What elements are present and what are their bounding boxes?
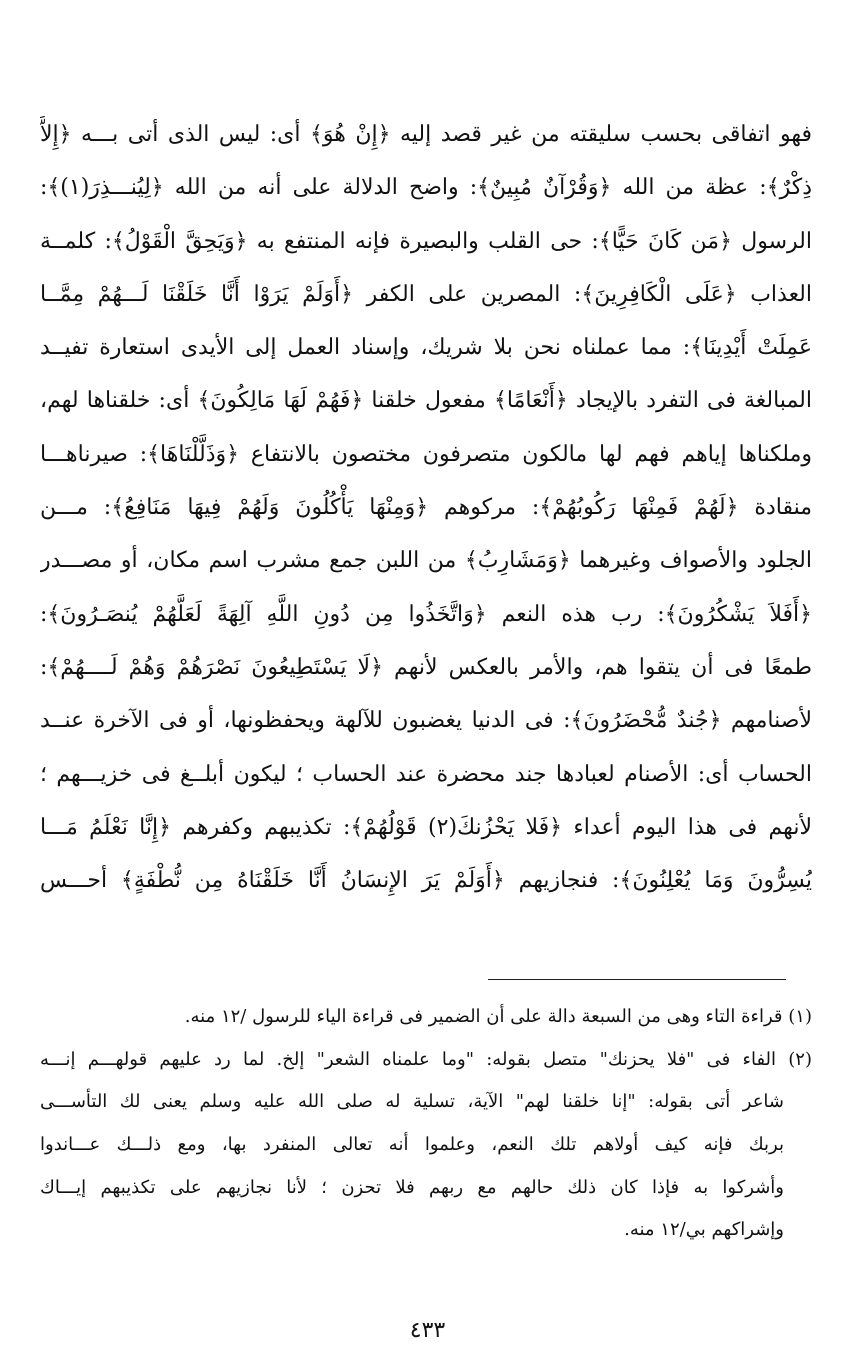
footnote-line: وأشركوا به فإذا كان ذلك حالهم مع ربهم فلا تحزن ؛ لأنا نجازيهم على تكذيبهم إيـــاك xyxy=(40,1176,784,1198)
body-line: فهو اتفاقى بحسب سليقته من غير قصد إليه ﴿إِنْ هُوَ﴾ أى: ليس الذى أتى بـــه ﴿إِلاَّ xyxy=(40,122,812,147)
footnotes xyxy=(40,996,812,1252)
body-line: الجلود والأصواف وغيرهما ﴿وَمَشَارِبُ﴾ من اللبن جمع مشرب اسم مكان، أو مصـــدر xyxy=(40,548,812,574)
body-line: الحساب أى: الأصنام لعبادها جند محضرة عند الحساب ؛ ليكون أبلــغ فى خزيـــهم ؛ xyxy=(40,761,812,787)
body-line: ذِكْرٌ﴾: عظة من الله ﴿وَقُرْآنٌ مُبِينٌ﴾: واضح الدلالة على أنه من الله ﴿لِيُنـــذِرَ(١)﴾: xyxy=(40,175,812,201)
footnote-line: شاعر أتى بقوله: "إنا خلقنا لهم" الآية، تسلية له صلى الله عليه وسلم يعنى لك التأســـى xyxy=(40,1091,784,1113)
body-line: العذاب ﴿عَلَى الْكَافِرِينَ﴾: المصرين على الكفر ﴿أَوَلَمْ يَرَوْا أَنَّا خَلَقْنَا لَـــهُمْ مِمَّــا xyxy=(40,281,812,307)
body-line: وملكناها إياهم فهم لها مالكون متصرفون مختصون بالانتفاع ﴿وَذَلَّلْنَاهَا﴾: صيرناهـــا xyxy=(40,441,812,467)
footnote-line: بربك فإنه كيف أولاهم تلك النعم، وعلموا أنه تعالى المنفرد بها، ومع ذلـــك عـــاندوا xyxy=(40,1134,784,1156)
footnote-separator xyxy=(488,979,786,980)
body-line: الرسول ﴿مَن كَانَ حَيًّا﴾: حى القلب والبصيرة فإنه المنتفع به ﴿وَيَحِقَّ الْقَوْلُ﴾: كلمــة xyxy=(40,228,812,254)
footnote-line: (٢) الفاء فى "فلا يحزنك" متصل بقوله: "وما علمناه الشعر" إلخ. لما رد عليهم قولهـــم إنـــه xyxy=(40,1048,812,1070)
page-number: ٤٣٣ xyxy=(409,1318,446,1343)
body-line: منقادة ﴿لَهُمْ فَمِنْهَا رَكُوبُهُمْ﴾: مركوهم ﴿وَمِنْهَا يَأْكُلُونَ وَلَهُمْ فِيهَا مَنَافِعُ﴾: مـــن xyxy=(40,495,812,521)
body-line: عَمِلَتْ أَيْدِينَا﴾: مما عملناه نحن بلا شريك، وإسناد العمل إلى الأيدى استعارة تفيــد xyxy=(40,335,812,361)
body-line: يُسِرُّونَ وَمَا يُعْلِنُونَ﴾: فنجازيهم ﴿أَوَلَمْ يَرَ الإِنسَانُ أَنَّا خَلَقْنَاهُ مِن نُّطْفَةٍ﴾ أحـــس xyxy=(40,868,812,894)
footnote-line: (١) قراءة التاء وهى من السبعة دالة على أن الضمير فى قراءة الياء للرسول /١٢ منه. xyxy=(184,1006,812,1027)
body-line: المبالغة فى التفرد بالإيجاد ﴿أَنْعَامًا﴾ مفعول خلقنا ﴿فَهُمْ لَهَا مَالِكُونَ﴾ أى: خلقناها لهم، xyxy=(40,388,812,414)
body-line: طمعًا فى أن يتقوا هم، والأمر بالعكس لأنهم ﴿لَا يَسْتَطِيعُونَ نَصْرَهُمْ وَهُمْ لَــــهُمْ﴾: xyxy=(40,654,812,680)
body-line: لأنهم فى هذا اليوم أعداء ﴿فَلا يَحْزُنكَ(٢) قَوْلُهُمْ﴾: تكذيبهم وكفرهم ﴿إِنَّا نَعْلَمُ مَـــا xyxy=(40,814,812,840)
body-line: لأصنامهم ﴿جُندٌ مُّحْضَرُونَ﴾: فى الدنيا يغضبون للآلهة ويحفظونها، أو فى الآخرة عنــد xyxy=(40,708,812,734)
main-body-text xyxy=(40,108,812,907)
body-line: ﴿أَفَلاَ يَشْكُرُونَ﴾: رب هذه النعم ﴿وَاتَّخَذُوا مِن دُونِ اللَّهِ آلِهَةً لَعَلَّهُمْ يُنصَـرُونَ﴾: xyxy=(40,601,812,627)
footnote-line: وإشراكهم بي/١٢ منه. xyxy=(624,1219,784,1241)
